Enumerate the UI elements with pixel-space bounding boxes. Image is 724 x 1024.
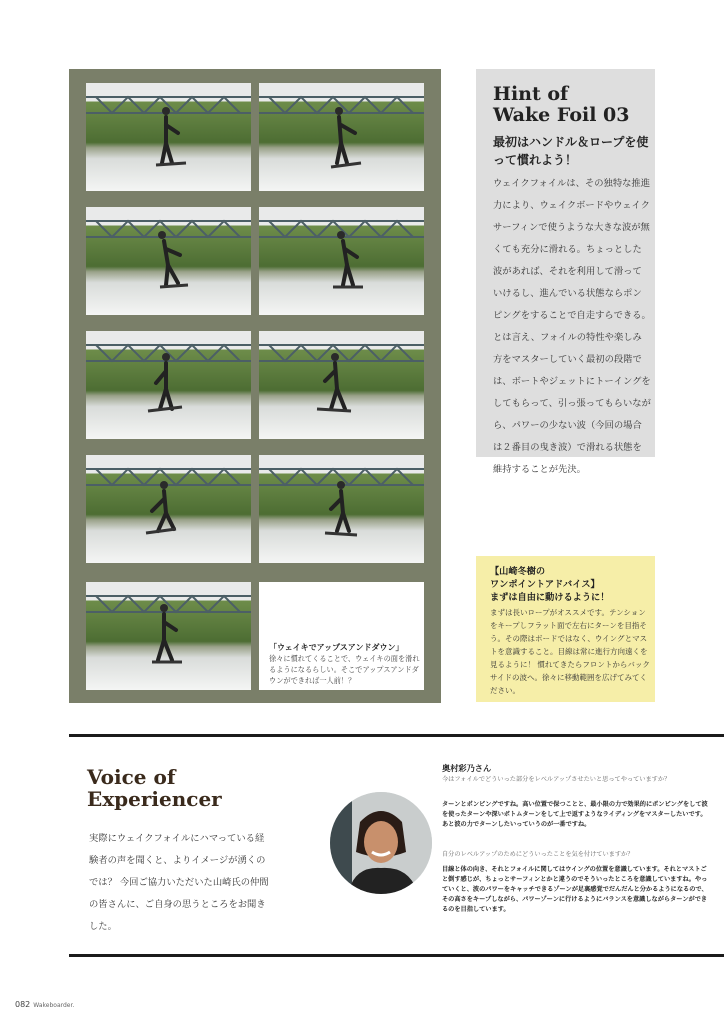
photo-caption [259,582,424,690]
advice-body: まずは長いロープがオススメです。テンションをキープしフラット面で左右にターンを目指そう。その際はボードではなく、ウイングとマストを意識すること。目線は常に進行方向遠くを見るように！ 慣れてきたらフロントからバックサイドの波へ。徐々に移動範囲を広げてみてください。 [490,608,650,695]
hint-box [476,69,655,475]
answer-1: ターンとポンピングですね。高い位置で保つことと、最小限の力で効果的にポンピングをして波を使ったターンや深いボトムターンをして上で返すようなライディングをマスターしたいです。あと波の力でターンしたいっていうのが一番ですね。 [442,801,708,828]
section-bottom-rule [69,954,724,957]
voice-intro: 実際にウェイクフォイルにハマっている経験者の声を聞くと、よりイメージが湧くのでは？ 今回ご協力いただいた山崎氏の仲間の皆さんに、ご自身の思うところをお聞きした。 [89,833,269,932]
answer-2: 目線と体の向き、それとフォイルに関してはウイングの位置を意識しています。それとマストごと倒す感じが、ちょっとサーフィンとかと違うのでそういったところを意識していますね。やっていくと、波のパワーをキャッチできるゾーンが足裏感覚でだんだんと分かるようになるので、その高さをキープしながら、パワーゾーンに行けるようにバランスを意識しながらターンができるのを目指しています。 [442,866,708,913]
photo-sequence-frame [69,69,441,703]
section-top-rule [69,734,724,737]
sequence-photo-2 [259,83,424,191]
voice-title: Voice of Experiencer [87,765,222,811]
sequence-photo-4 [259,207,424,315]
hint-body: ウェイクフォイルは、その独特な推進力により、ウェイクボードやウェイクサーフィンで使うような大きな波が無くても充分に滑れる。ちょっとした波があれば、それを利用して滑っていけるし、進んでいる状態ならポンピングをすることで自走すらできる。とは言え、フォイルの特性や楽しみ方をマスターしていく最初の段階では、ボートやジェットにトーイングをしてもらって、引っ張ってもらいながら、パワーの少ない波（今回の場合は２番目の曳き波）で滑れる状態を維持することが先決。 [493,178,651,475]
publication-name: Wakeboarder. [33,1002,75,1009]
advice-box [476,556,655,702]
sequence-photo-3 [86,207,251,315]
hint-title: Hint of Wake Foil 03 [493,83,630,126]
sequence-photo-7 [86,455,251,563]
caption-body: 徐々に慣れてくることで、ウェイキの面を滑れるようになるらしい。そこでアップスアンドダウンができれば一人前！？ [269,654,420,685]
experiencer-name: 奥村彩乃さん [442,763,492,773]
experiencer-photo [330,792,432,894]
sequence-photo-6 [259,331,424,439]
question-2: 自分のレベルアップのためにどういったことを気を付けていますか？ [442,851,634,858]
caption-title: 「ウェイキでアップスアンドダウン」 [269,643,404,652]
advice-title: 【山崎冬樹の ワンポイントアドバイス】 まずは自由に動けるように！ [490,566,610,603]
sequence-photo-9 [86,582,251,690]
sequence-photo-5 [86,331,251,439]
page-footer [15,1000,74,1009]
hint-subtitle: 最初はハンドル＆ロープを使って慣れよう！ [493,135,649,167]
sequence-photo-1 [86,83,251,191]
sequence-photo-8 [259,455,424,563]
page-number: 082 [15,1000,31,1009]
question-1: 今はフォイルでどういった部分をレベルアップさせたいと思ってやっていますか？ [442,776,671,783]
